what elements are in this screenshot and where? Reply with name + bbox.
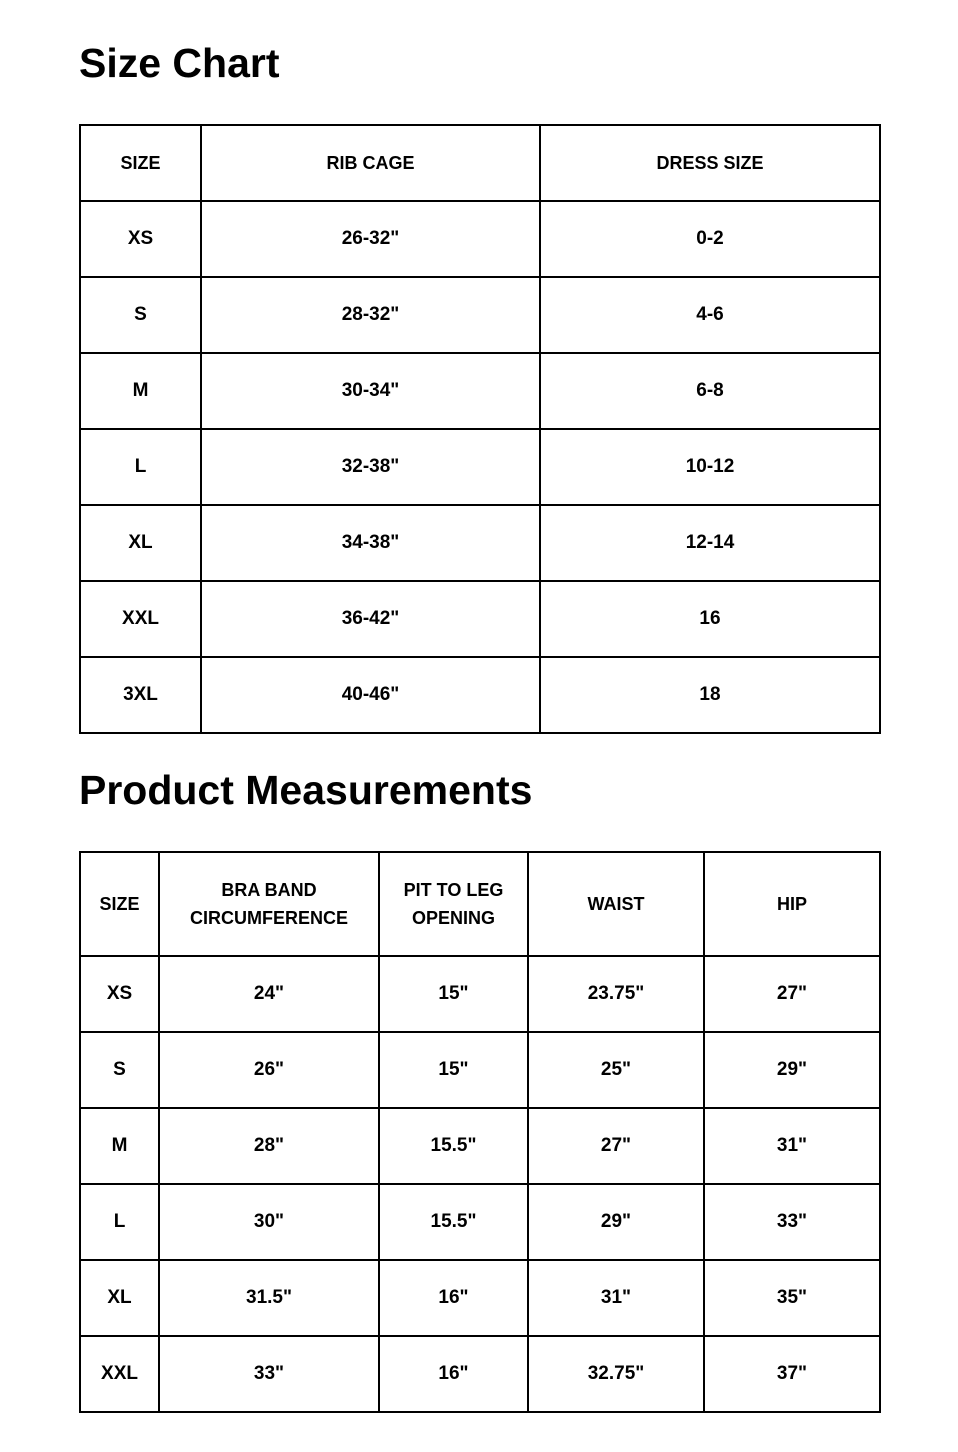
waist-cell: 25": [528, 1032, 704, 1108]
table-header-row: [80, 125, 880, 201]
hip-cell: 37": [704, 1336, 880, 1412]
table-row: [80, 1184, 880, 1260]
dress-size-cell: 10-12: [540, 429, 880, 505]
size-cell: XL: [80, 1260, 159, 1336]
table-row: [80, 201, 880, 277]
waist-cell: 27": [528, 1108, 704, 1184]
waist-cell: 29": [528, 1184, 704, 1260]
column-header-size: SIZE: [80, 852, 159, 956]
table-row: [80, 581, 880, 657]
table-header-row: [80, 852, 880, 956]
table-row: [80, 353, 880, 429]
dress-size-cell: 12-14: [540, 505, 880, 581]
table-row: [80, 505, 880, 581]
rib-cage-cell: 32-38": [201, 429, 540, 505]
hip-cell: 31": [704, 1108, 880, 1184]
size-cell: M: [80, 1108, 159, 1184]
waist-cell: 23.75": [528, 956, 704, 1032]
pit-to-leg-cell: 16": [379, 1336, 528, 1412]
table-row: [80, 1260, 880, 1336]
column-header-bra-band-circumference: BRA BAND CIRCUMFERENCE: [159, 852, 379, 956]
product-measurements-table: [79, 851, 881, 1413]
size-cell: XXL: [80, 1336, 159, 1412]
hip-cell: 27": [704, 956, 880, 1032]
column-header-rib-cage: RIB CAGE: [201, 125, 540, 201]
pit-to-leg-cell: 15.5": [379, 1108, 528, 1184]
rib-cage-cell: 34-38": [201, 505, 540, 581]
table-row: [80, 956, 880, 1032]
table-row: [80, 429, 880, 505]
size-chart-title: Size Chart: [79, 40, 280, 86]
bra-band-cell: 24": [159, 956, 379, 1032]
bra-band-cell: 31.5": [159, 1260, 379, 1336]
rib-cage-cell: 40-46": [201, 657, 540, 733]
table-row: [80, 277, 880, 353]
dress-size-cell: 4-6: [540, 277, 880, 353]
table-row: [80, 1336, 880, 1412]
size-cell: XS: [80, 201, 201, 277]
bra-band-cell: 26": [159, 1032, 379, 1108]
table-row: [80, 1108, 880, 1184]
waist-cell: 32.75": [528, 1336, 704, 1412]
size-chart-table: [79, 124, 881, 734]
rib-cage-cell: 26-32": [201, 201, 540, 277]
size-cell: M: [80, 353, 201, 429]
size-cell: 3XL: [80, 657, 201, 733]
size-cell: XS: [80, 956, 159, 1032]
hip-cell: 35": [704, 1260, 880, 1336]
hip-cell: 29": [704, 1032, 880, 1108]
column-header-hip: HIP: [704, 852, 880, 956]
column-header-size: SIZE: [80, 125, 201, 201]
pit-to-leg-cell: 15": [379, 1032, 528, 1108]
size-cell: L: [80, 1184, 159, 1260]
column-header-dress-size: DRESS SIZE: [540, 125, 880, 201]
rib-cage-cell: 30-34": [201, 353, 540, 429]
bra-band-cell: 30": [159, 1184, 379, 1260]
table-row: [80, 1032, 880, 1108]
size-cell: XL: [80, 505, 201, 581]
size-cell: L: [80, 429, 201, 505]
size-cell: S: [80, 1032, 159, 1108]
rib-cage-cell: 36-42": [201, 581, 540, 657]
size-cell: XXL: [80, 581, 201, 657]
waist-cell: 31": [528, 1260, 704, 1336]
pit-to-leg-cell: 15.5": [379, 1184, 528, 1260]
pit-to-leg-cell: 15": [379, 956, 528, 1032]
table-row: [80, 657, 880, 733]
size-cell: S: [80, 277, 201, 353]
bra-band-cell: 33": [159, 1336, 379, 1412]
dress-size-cell: 18: [540, 657, 880, 733]
product-measurements-title: Product Measurements: [79, 767, 533, 813]
pit-to-leg-cell: 16": [379, 1260, 528, 1336]
bra-band-cell: 28": [159, 1108, 379, 1184]
dress-size-cell: 0-2: [540, 201, 880, 277]
column-header-waist: WAIST: [528, 852, 704, 956]
dress-size-cell: 6-8: [540, 353, 880, 429]
column-header-pit-to-leg-opening: PIT TO LEG OPENING: [379, 852, 528, 956]
hip-cell: 33": [704, 1184, 880, 1260]
rib-cage-cell: 28-32": [201, 277, 540, 353]
dress-size-cell: 16: [540, 581, 880, 657]
